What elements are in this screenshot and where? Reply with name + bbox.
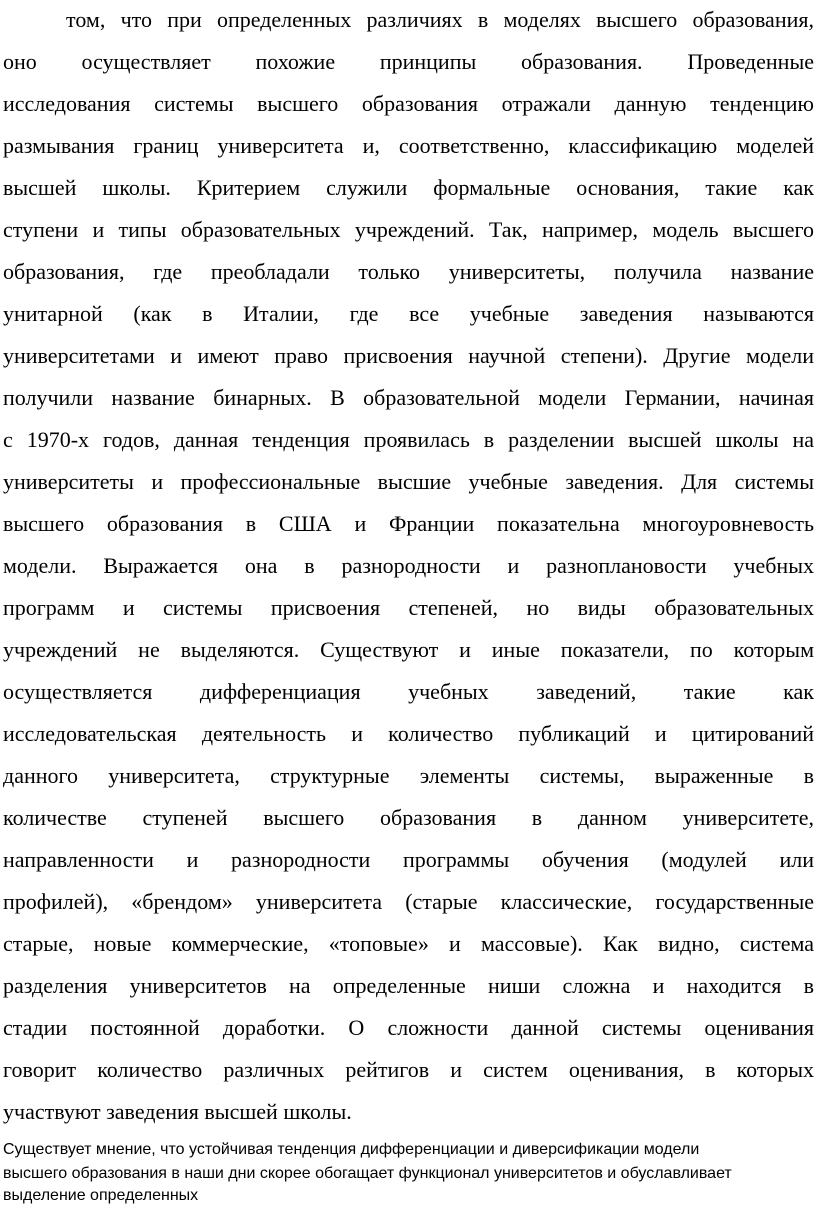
paragraph-line: с 1970-х годов, данная тенденция проявилась в разделении высшей школы на [3, 427, 814, 452]
paragraph-line: унитарной (как в Италии, где все учебные заведения называются [3, 301, 814, 326]
paragraph-line: исследования системы высшего образования отражали данную тенденцию [3, 91, 814, 116]
paragraph-line: данного университета, структурные элементы системы, выраженные в [3, 763, 814, 788]
paragraph-line: университеты и профессиональные высшие учебные заведения. Для системы [3, 469, 814, 494]
paragraph-line: модели. Выражается она в разнородности и разноплановости учебных [3, 553, 814, 578]
paragraph-line: высшего образования в США и Франции показательна многоуровневость [3, 511, 814, 536]
paragraph-line: оно осуществляет похожие принципы образования. Проведенные [3, 49, 814, 74]
paragraph-line: высшей школы. Критерием служили формальные основания, такие как [3, 175, 814, 200]
note-line: Существует мнение, что устойчивая тенденция дифференциации и диверсификации модели [3, 1141, 700, 1158]
paragraph-line: учреждений не выделяются. Существуют и иные показатели, по которым [3, 637, 814, 662]
paragraph-line: говорит количество различных рейтигов и систем оценивания, в которых [3, 1057, 814, 1082]
paragraph-line: разделения университетов на определенные ниши сложна и находится в [3, 973, 814, 998]
paragraph-line: направленности и разнородности программы обучения (модулей или [3, 847, 814, 872]
paragraph-line: программ и системы присвоения степеней, но виды образовательных [3, 595, 814, 620]
paragraph-line: профилей), «брендом» университета (старые классические, государственные [3, 889, 814, 914]
note-line: высшего образования в наши дни скорее обогащает функционал университетов и обуславливает [3, 1165, 732, 1182]
paragraph-line: стадии постоянной доработки. О сложности данной системы оценивания [3, 1015, 814, 1040]
paragraph-line: участвуют заведения высшей школы. [3, 1099, 352, 1124]
paragraph-line: университетами и имеют право присвоения научной степени). Другие модели [3, 343, 814, 368]
paragraph-line: старые, новые коммерческие, «топовые» и массовые). Как видно, система [3, 931, 814, 956]
paragraph-line: исследовательская деятельность и количество публикаций и цитирований [3, 721, 814, 746]
note-line: выделение определенных [3, 1187, 199, 1204]
paragraph-line: том, что при определенных различиях в моделях высшего образования, [66, 7, 814, 32]
paragraph-line: ступени и типы образовательных учреждений. Так, например, модель высшего [3, 217, 814, 242]
paragraph-line: осуществляется дифференциация учебных заведений, такие как [3, 679, 814, 704]
paragraph-line: получили название бинарных. В образовательной модели Германии, начиная [3, 385, 814, 410]
paragraph-line: образования, где преобладали только университеты, получила название [3, 259, 814, 284]
paragraph-line: количестве ступеней высшего образования в данном университете, [3, 805, 814, 830]
paragraph-line: размывания границ университета и, соответственно, классификацию моделей [3, 133, 814, 158]
